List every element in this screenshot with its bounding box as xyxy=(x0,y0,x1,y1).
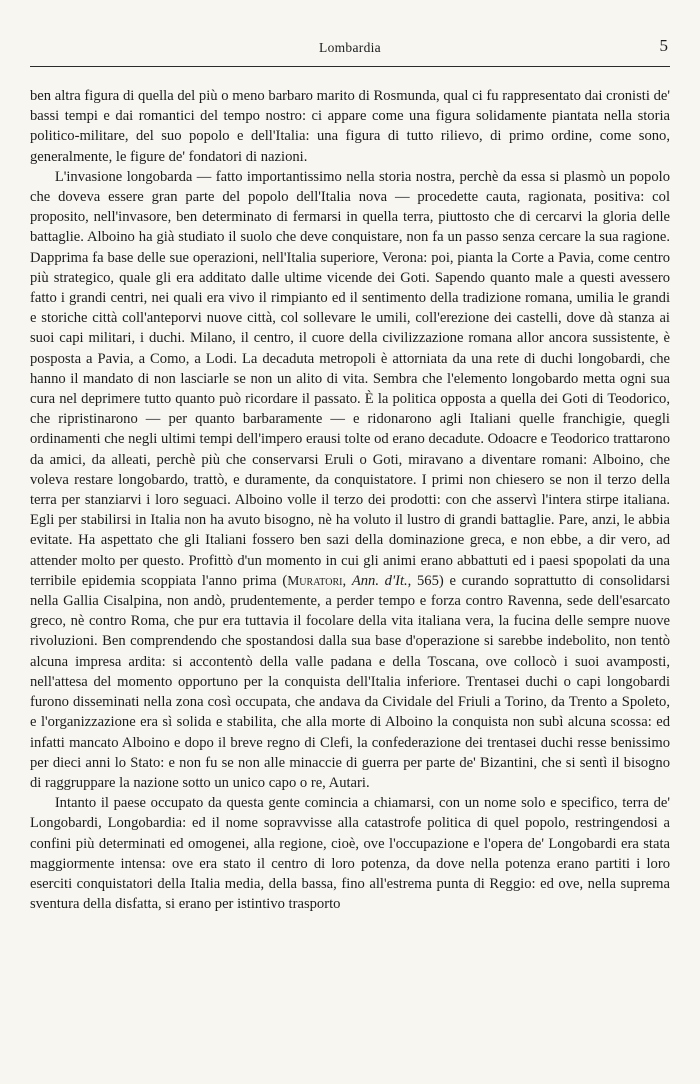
paragraph-longobardia: Intanto il paese occupato da questa gente comincia a chiamarsi, con un nome solo e specifico, terra de' Longobardi, Longobardia: ed il nome sopravvisse alla catastrofe politica di quel popolo, restringendosi a confini più determinati ed omogenei, alla regione, cioè, ove l'occupazione e l'opera de' Longobardi era stata maggiormente intensa: ove era stato il centro di loro potenza, da dove nella potenza erano partiti i loro eserciti conquistatori della Italia media, della bassa, fino all'estrema punta di Reggio: ed ove, nella suprema sventura della disfatta, si erano per istintivo trasporto xyxy=(30,795,670,913)
paragraph-text-part-a: L'invasione longobarda — fatto importantissimo nella storia nostra, perchè da essa si plasmò un popolo che doveva essere gran parte del popolo dell'Italia nova — procedette cauta, ragionata, positiva: col proposito, nell'invasore, ben determinato di fermarsi in quella terra, piuttosto che di cercarvi la gloria delle battaglie. Alboino ha già studiato il suolo che deve conquistare, non fa un passo senza cercare la sua ragione. Dapprima fa base delle sue operazioni, nell'Italia superiore, Verona: poi, pianta la Corte a Pavia, come centro più strategico, quale gli era additato dalle ultime vicende dei Goti. Sapendo quanto male a questi avessero fatto i grandi centri, nei quali era vivo il rimpianto ed il sentimento della tradizione romana, umilia le grandi e storiche città coll'anteporvi nuove città, col sollevare le umili, coll'erezione dei castelli, dove dà stanza ai suoi capi militari, i duchi. Milano, il centro, il cuore della civilizzazione romana allor ancora sussistente, è posposta a Pavia, a Como, a Lodi. La decaduta metropoli è attorniata da una rete di duchi longobardi, che hanno il mandato di non lasciarle se non un alito di vita. Sembra che l'elemento longobardo metta ogni sua cura nel deprimere tutto quanto può ricordare il passato. È la politica opposta a quella dei Goti di Teodorico, che ripristinarono — per quanto barbaramente — e ridonarono agli Italiani quelle franchigie, quegli ordinamenti che negli ultimi tempi dell'impero erausi tolte od erano decadute. Odoacre e Teodorico trattarono da amici, da alleati, perchè più che conservarsi Eruli o Goti, miravano a diventare romani: Alboino, che voleva restare longobardo, trattò, e duramente, da conquistatore. I primi non chiesero se non il terzo della terra per stanziarvi i loro seguaci. Alboino volle il terzo dei prodotti: con che asservì l'intera stirpe italiana. Egli per stabilirsi in Italia non ha avuto bisogno, nè ha voluto il lustro di grandi battaglie. Pare, anzi, le abbia evitate. Ha aspettato che gli Italiani fossero ben sazi della dominazione greca, e non ebbe, a dir vero, ad attender molto per questo. Profittò d'un momento in cui gli animi erano abbattuti ed i paesi spopolati da una terribile epidemia scoppiata l'anno prima ( xyxy=(30,168,670,589)
header-rule xyxy=(30,66,670,67)
paragraph-text-part-b: e curando soprattutto di consolidarsi nella Gallia Cisalpina, non andò, prudentemente, a perder tempo e forza contro Ravenna, sede dell'esarcato greco, nè contro Roma, che pur era tuttavia il focolare della vita italiana vera, la fucina delle sempre nuove rivoluzioni. Ben comprendendo che spostandosi dalla sua base d'operazione si sarebbe indebolito, non tentò alcuna impresa ardita: si accontentò della valle padana e della Toscana, ove collocò i suoi avamposti, nell'attesa del momento opportuno per la conquista dell'Italia inferiore. Trentasei duchi o capi longobardi furono disseminati nella zona così occupata, che andava da Cividale del Friuli a Torino, da Trento a Spoleto, e l'organizzazione era sì solida e stabilita, che alla morte di Alboino la conquista non subì alcuna scossa: ed infatti mancato Alboino e dopo il breve regno di Clefi, la confederazione dei trentasei duchi resse benissimo per dieci anni lo Stato: e non fu se non alle minaccie di guerra per parte de' Bizantini, che si sentì il bisogno di raggruppare la nazione sotto un unico capo o re, Autari. xyxy=(30,572,670,791)
body-text xyxy=(30,86,670,914)
citation-author: Muratori xyxy=(287,572,343,588)
running-head: Lombardia xyxy=(319,40,381,55)
citation-number: , 565) xyxy=(407,572,444,589)
page-number: 5 xyxy=(659,36,668,55)
page-header xyxy=(30,34,670,64)
citation-work: Ann. d'It. xyxy=(351,572,408,589)
paragraph-longobard-invasion: L'invasione longobarda — fatto importantissimo nella storia nostra, perchè da essa si plasmò un popolo che doveva essere gran parte del popolo dell'Italia nova — procedette cauta, ragionata, positiva: col proposito, nell'invasore, ben determinato di fermarsi in quella terra, piuttosto che di cercarvi la gloria delle battaglie. Alboino ha già studiato il suolo che deve conquistare, non fa un passo senza cercare la sua ragione. Dapprima fa base delle sue operazioni, nell'Italia superiore, Verona: poi, pianta la Corte a Pavia, come centro più strategico, quale gli era additato dalle ultime vicende dei Goti. Sapendo quanto male a questi avessero fatto i grandi centri, nei quali era vivo il rimpianto ed il sentimento della tradizione romana, umilia le grandi e storiche città coll'anteporvi nuove città, col sollevare le umili, coll'erezione dei castelli, dove dà stanza ai suoi capi militari, i duchi. Milano, il centro, il cuore della civilizzazione romana allor ancora sussistente, è posposta a Pavia, a Como, a Lodi. La decaduta metropoli è attorniata da una rete di duchi longobardi, che hanno il mandato di non lasciarle se non un alito di vita. Sembra che l'elemento longobardo metta ogni sua cura nel deprimere tutto quanto può ricordare il passato. È la politica opposta a quella dei Goti di Teodorico, che ripristinarono — per quanto barbaramente — e ridonarono agli Italiani quelle franchigie, quegli ordinamenti che negli ultimi tempi dell'impero erausi tolte od erano decadute. Odoacre e Teodorico trattarono da amici, da alleati, perchè più che conservarsi Eruli o Goti, miravano a diventare romani: Alboino, che voleva restare longobardo, trattò, e duramente, da conquistatore. I primi non chiesero se non il terzo della terra per stanziarvi i loro seguaci. Alboino volle il terzo dei prodotti: con che asservì l'intera stirpe italiana. Egli per stabilirsi in Italia non ha avuto bisogno, nè ha voluto il lustro di grandi battaglie. Pare, anzi, le abbia evitate. Ha aspettato che gli Italiani fossero ben sazi della dominazione greca, e non ebbe, a dir vero, ad attender molto per questo. Profittò d'un momento in cui gli animi erano abbattuti ed i paesi spopolati da una terribile epidemia scoppiata l'anno prima (Muratori, Ann. d'It., 565) e curando soprattutto di consolidarsi nella Gallia Cisalpina, non andò, prudentemente, a perder tempo e forza contro Ravenna, sede dell'esarcato greco, nè contro Roma, che pur era tuttavia il focolare della vita italiana vera, la fucina delle sempre nuove rivoluzioni. Ben comprendendo che spostandosi dalla sua base d'operazione si sarebbe indebolito, non tentò alcuna impresa ardita: si accontentò della valle padana e della Toscana, ove collocò i suoi avamposti, nell'attesa del momento opportuno per la conquista dell'Italia inferiore. Trentasei duchi o capi longobardi furono disseminati nella zona così occupata, che andava da Cividale del Friuli a Torino, da Trento a Spoleto, e l'organizzazione era sì solida e stabilita, che alla morte di Alboino la conquista non subì alcuna scossa: ed infatti mancato Alboino e dopo il breve regno di Clefi, la confederazione dei trentasei duchi resse benissimo per dieci anni lo Stato: e non fu se non alle minaccie di guerra per parte de' Bizantini, che si sentì il bisogno di raggruppare la nazione sotto un unico capo o re, Autari. xyxy=(30,168,670,791)
paragraph-continuation: ben altra figura di quella del più o meno barbaro marito di Rosmunda, qual ci fu rappresentato dai cronisti de' bassi tempi e dai romantici del tempo nostro: ci appare come una figura solidamente piantata nella storia politico-militare, del suo popolo e dell'Italia: una figura di tutto rilievo, di primo ordine, come sono, generalmente, le figure de' fondatori di nazioni. xyxy=(30,88,670,165)
